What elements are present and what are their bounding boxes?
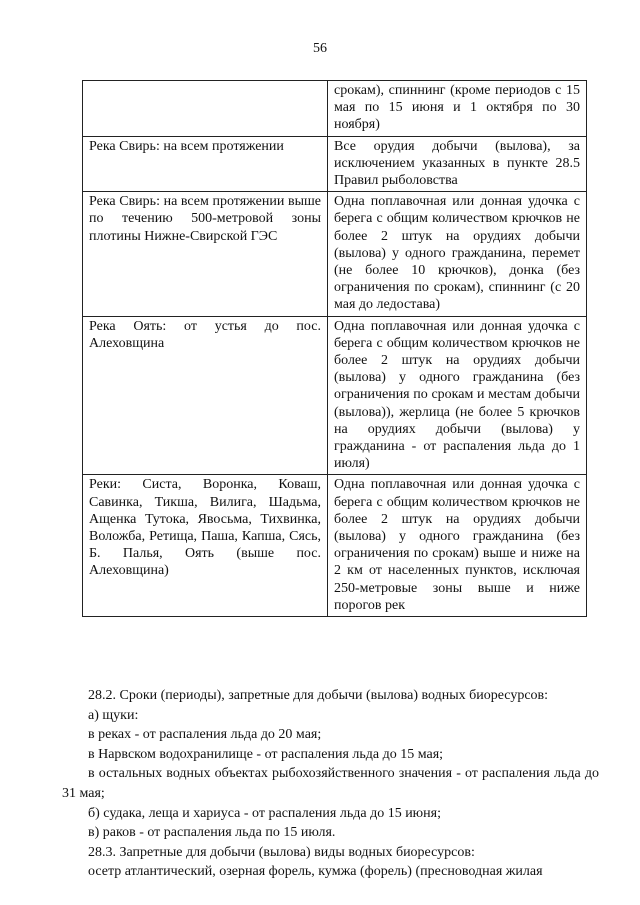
list-item: в) раков - от распаления льда по 15 июля. <box>88 825 336 841</box>
list-item: осетр атлантический, озерная форель, кумжа (форель) (пресноводная жилая <box>88 864 543 880</box>
table-row <box>83 192 587 316</box>
table-row <box>83 81 587 137</box>
list-item: в реках - от распаления льда до 20 мая; <box>88 727 322 743</box>
fishing-rules-table <box>82 80 587 617</box>
table-cell-gear: Одна поплавочная или донная удочка с берега с общим количеством крючков не более 2 штук на орудиях добычи (вылова) у одного гражданина, перемет (не более 10 крючков), донка (без ограничения по срокам), спиннинг (с 20 мая до ледостава) <box>328 192 587 316</box>
section-heading-28-2: 28.2. Сроки (периоды), запретные для добычи (вылова) водных биоресурсов: <box>88 688 549 703</box>
table-cell-place: Река Свирь: на всем протяжении <box>83 136 328 192</box>
table-cell-place: Реки: Систа, Воронка, Коваш, Савинка, Тикша, Вилига, Шадьма, Ащенка Тутока, Явосьма, Тихвинка, Воложба, Ретища, Паша, Капша, Сясь, Б. Палья, Оять (выше пос. Алеховщина) <box>83 475 328 617</box>
table-row <box>83 475 587 617</box>
table-cell-place: Река Оять: от устья до пос. Алеховщина <box>83 316 328 475</box>
table-row <box>83 136 587 192</box>
table-row <box>83 316 587 475</box>
table-cell-place <box>83 81 328 137</box>
body-text <box>62 686 599 882</box>
list-item: а) щуки: <box>88 707 139 723</box>
table-cell-gear: Одна поплавочная или донная удочка с берега с общим количеством крючков не более 2 штук на орудиях добычи (вылова) у одного гражданина (без ограничения по срокам) выше и ниже на 2 км от населенных пунктов, исключая 250-метровые зоны выше и ниже порогов рек <box>328 475 587 617</box>
list-item: в остальных водных объектах рыбохозяйственного значения - от распаления льда до 31 мая; <box>62 766 599 801</box>
table-cell-gear: Одна поплавочная или донная удочка с берега с общим количеством крючков не более 2 штук на орудиях добычи (вылова) у одного гражданина (без ограничения по срокам и местам добычи (вылова)), жерлица (не более 5 крючков на орудиях добычи (вылова) у гражданина - от распаления льда до 1 июля) <box>328 316 587 475</box>
table-cell-place: Река Свирь: на всем протяжении выше по течению 500-метровой зоны плотины Нижне-Свирской ГЭС <box>83 192 328 316</box>
list-item: б) судака, леща и хариуса - от распаления льда до 15 июня; <box>88 805 441 821</box>
table-cell-gear: срокам), спиннинг (кроме периодов с 15 мая по 15 июня и 1 октября по 30 ноября) <box>328 81 587 137</box>
table-cell-gear: Все орудия добычи (вылова), за исключением указанных в пункте 28.5 Правил рыболовства <box>328 136 587 192</box>
list-item: в Нарвском водохранилище - от распаления льда до 15 мая; <box>88 746 444 762</box>
page-number: 56 <box>313 41 327 56</box>
section-heading-28-3: 28.3. Запретные для добычи (вылова) виды водных биоресурсов: <box>88 844 475 860</box>
